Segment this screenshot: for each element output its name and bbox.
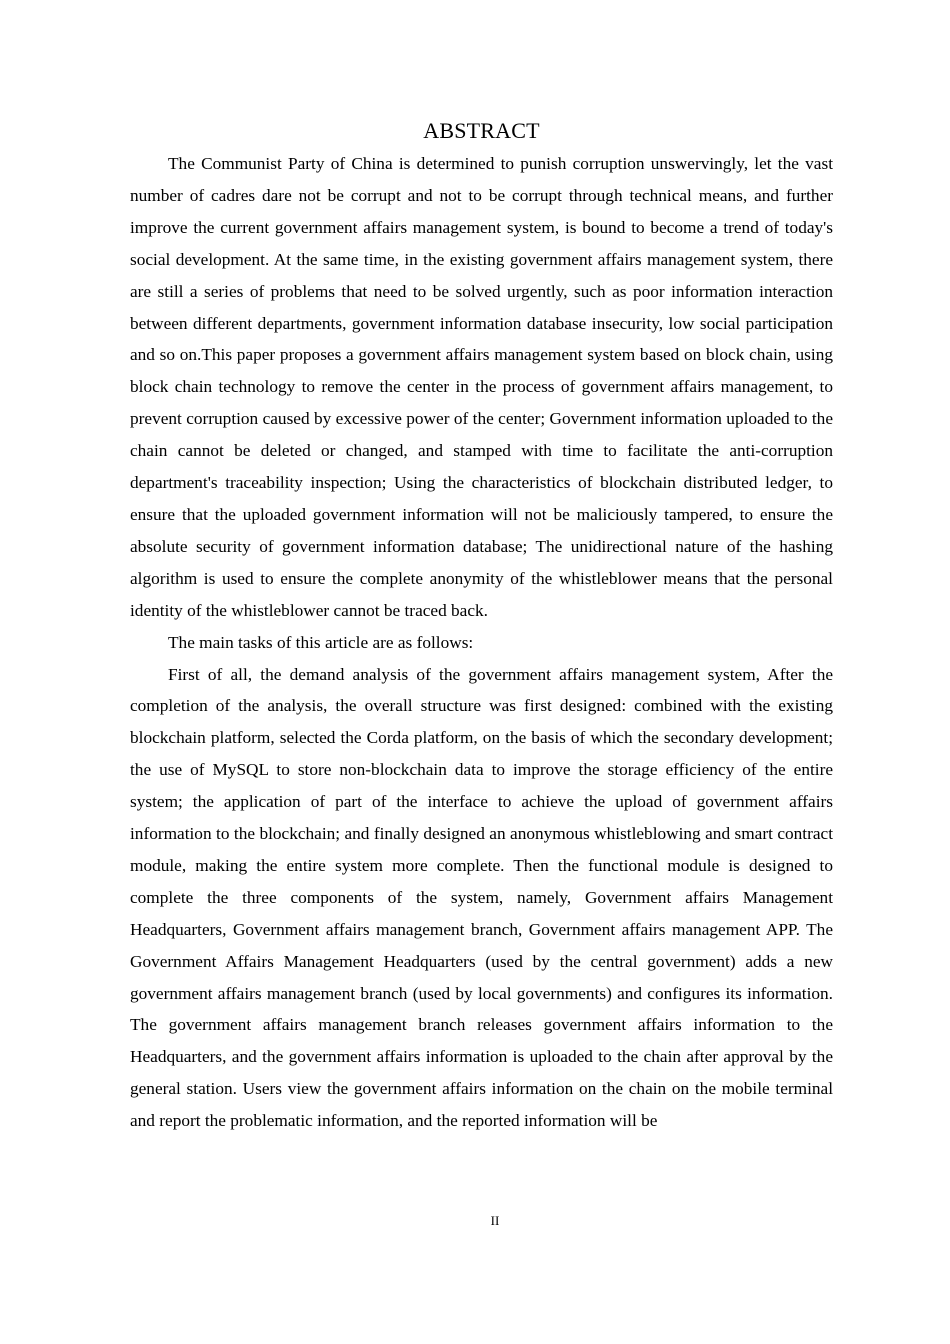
abstract-section [130,114,833,1137]
page-number: II [490,1213,500,1228]
paragraph-intro: The Communist Party of China is determined to punish corruption unswervingly, let the vast number of cadres dare not be corrupt and not to be corrupt through technical means, and further improve the current government affairs management system, is bound to become a trend of today's social development. At the same time, in the existing government affairs management system, there are still a series of problems that need to be solved urgently, such as poor information interaction between different departments, government information database insecurity, low social participation and so on.This paper proposes a government affairs management system based on block chain, using block chain technology to remove the center in the process of government affairs management, to prevent corruption caused by excessive power of the center; Government information uploaded to the chain cannot be deleted or changed, and stamped with time to facilitate the anti-corruption department's traceability inspection; Using the characteristics of blockchain distributed ledger, to ensure that the uploaded government information will not be maliciously tampered, to ensure the absolute security of government information database; The unidirectional nature of the hashing algorithm is used to ensure the complete anonymity of the whistleblower means that the personal identity of the whistleblower cannot be traced back. [130,154,833,620]
abstract-title: ABSTRACT [423,118,540,143]
paragraph-main-tasks: The main tasks of this article are as follows: [168,632,474,652]
paragraph-first-of-all: First of all, the demand analysis of the government affairs management system, After the completion of the analysis, the overall structure was first designed: combined with the existing blockchain platform, selected the Corda platform, on the basis of which the secondary development; the use of MySQL to store non-blockchain data to improve the storage efficiency of the entire system; the application of part of the interface to achieve the upload of government affairs information to the blockchain; and finally designed an anonymous whistleblowing and smart contract module, making the entire system more complete. Then the functional module is designed to complete the three components of the system, namely, Government affairs Management Headquarters, Government affairs management branch, Government affairs management APP. The Government Affairs Management Headquarters (used by the central government) adds a new government affairs management branch (used by local governments) and configures its information. The government affairs management branch releases government affairs information to the Headquarters, and the government affairs information is uploaded to the chain after approval by the general station. Users view the government affairs information on the chain on the mobile terminal and report the problematic information, and the reported information will be [130,664,833,1131]
